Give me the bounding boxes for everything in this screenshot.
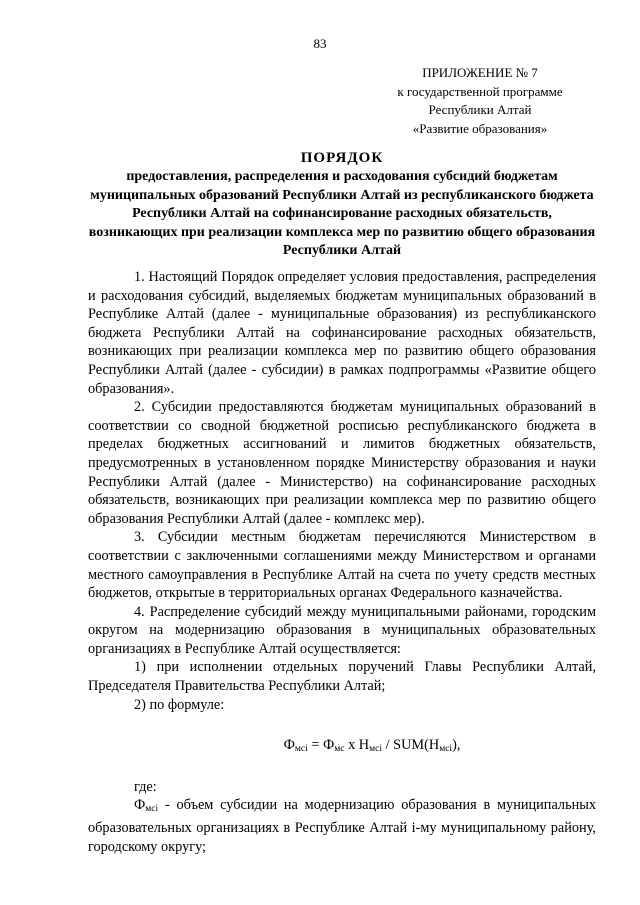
- formula-lhs: Ф: [283, 737, 295, 754]
- document-title: ПОРЯДОК: [300, 150, 384, 166]
- formula-eq: = Ф: [307, 737, 335, 754]
- formula-mid: x Н: [344, 737, 370, 754]
- definition-paragraph: [88, 796, 596, 856]
- definition-text: - объем субсидии на модернизацию образования в муниципальных образовательных организациях в Республике Алтай i-му муниципальному району, городскому округу;: [88, 797, 596, 855]
- definition-symbol-sub: мсi: [145, 804, 159, 815]
- formula-n-sub: мсi: [369, 744, 382, 755]
- formula-end: ),: [452, 737, 461, 754]
- paragraph-1: 1. Настоящий Порядок определяет условия предоставления, распределения и расходования субсидий, выделяемых бюджетам муниципальных образований в Республике Алтай (далее - муниципальные образования) из республиканского бюджета Республики Алтай на софинансирование расходных обязательств, возникающих при реализации комплекса мер по развитию общего образования Республики Алтай (далее - субсидии) в рамках подпрограммы «Развитие общего образования».: [88, 269, 596, 397]
- formula-sum: / SUM(Н: [382, 737, 440, 754]
- paragraph-5: 1) при исполнении отдельных поручений Главы Республики Алтай, Председателя Правительства Республики Алтай;: [88, 659, 596, 695]
- appendix-line-1: ПРИЛОЖЕНИЕ № 7: [422, 65, 538, 80]
- document-body: [88, 268, 596, 856]
- where-label: где:: [134, 778, 157, 795]
- definition-symbol: Ф: [134, 797, 146, 814]
- document-subtitle: предоставления, распределения и расходования субсидий бюджетам муниципальных образований Республики Алтай из республиканского бюджета Республики Алтай на софинансирование расходных обязательств, возникающих при реализации комплекса мер по развитию общего образования Республики Алтай: [88, 169, 596, 258]
- formula-sum-sub: мсi: [439, 744, 453, 755]
- paragraph-2: 2. Субсидии предоставляются бюджетам муниципальных образований в соответствии со сводной бюджетной росписью республиканского бюджета в пределах бюджетных ассигнований и лимитов бюджетных обязательств, предусмотренных в установленном порядке Министерству образования и науки Республики Алтай (далее - Министерство) на софинансирование расходных обязательств, возникающих при реализации комплекса мер по развитию общего образования Республики Алтай (далее - комплекс мер).: [88, 399, 596, 527]
- appendix-header: [380, 64, 580, 138]
- paragraph-4: 4. Распределение субсидий между муниципальными районами, городским округом на модернизацию образования в муниципальных образовательных организациях в Республике Алтай осуществляется:: [88, 603, 596, 657]
- formula-lhs-sub: мсi: [294, 744, 308, 755]
- formula: [88, 736, 596, 759]
- appendix-line-4: «Развитие образования»: [412, 120, 548, 136]
- paragraph-6: 2) по формуле:: [134, 696, 225, 713]
- page-number: 83: [313, 36, 327, 51]
- appendix-line-2: к государственной программе: [397, 83, 563, 99]
- paragraph-3: 3. Субсидии местным бюджетам перечисляются Министерством в соответствии с заключенными соглашениями между Министерством и органами местного самоуправления в Республике Алтай на счета по учету средств местных бюджетов, открытые в территориальных органах Федерального казначейства.: [88, 529, 596, 602]
- formula-f-sub: мс: [334, 744, 345, 755]
- appendix-line-3: Республики Алтай: [428, 102, 532, 117]
